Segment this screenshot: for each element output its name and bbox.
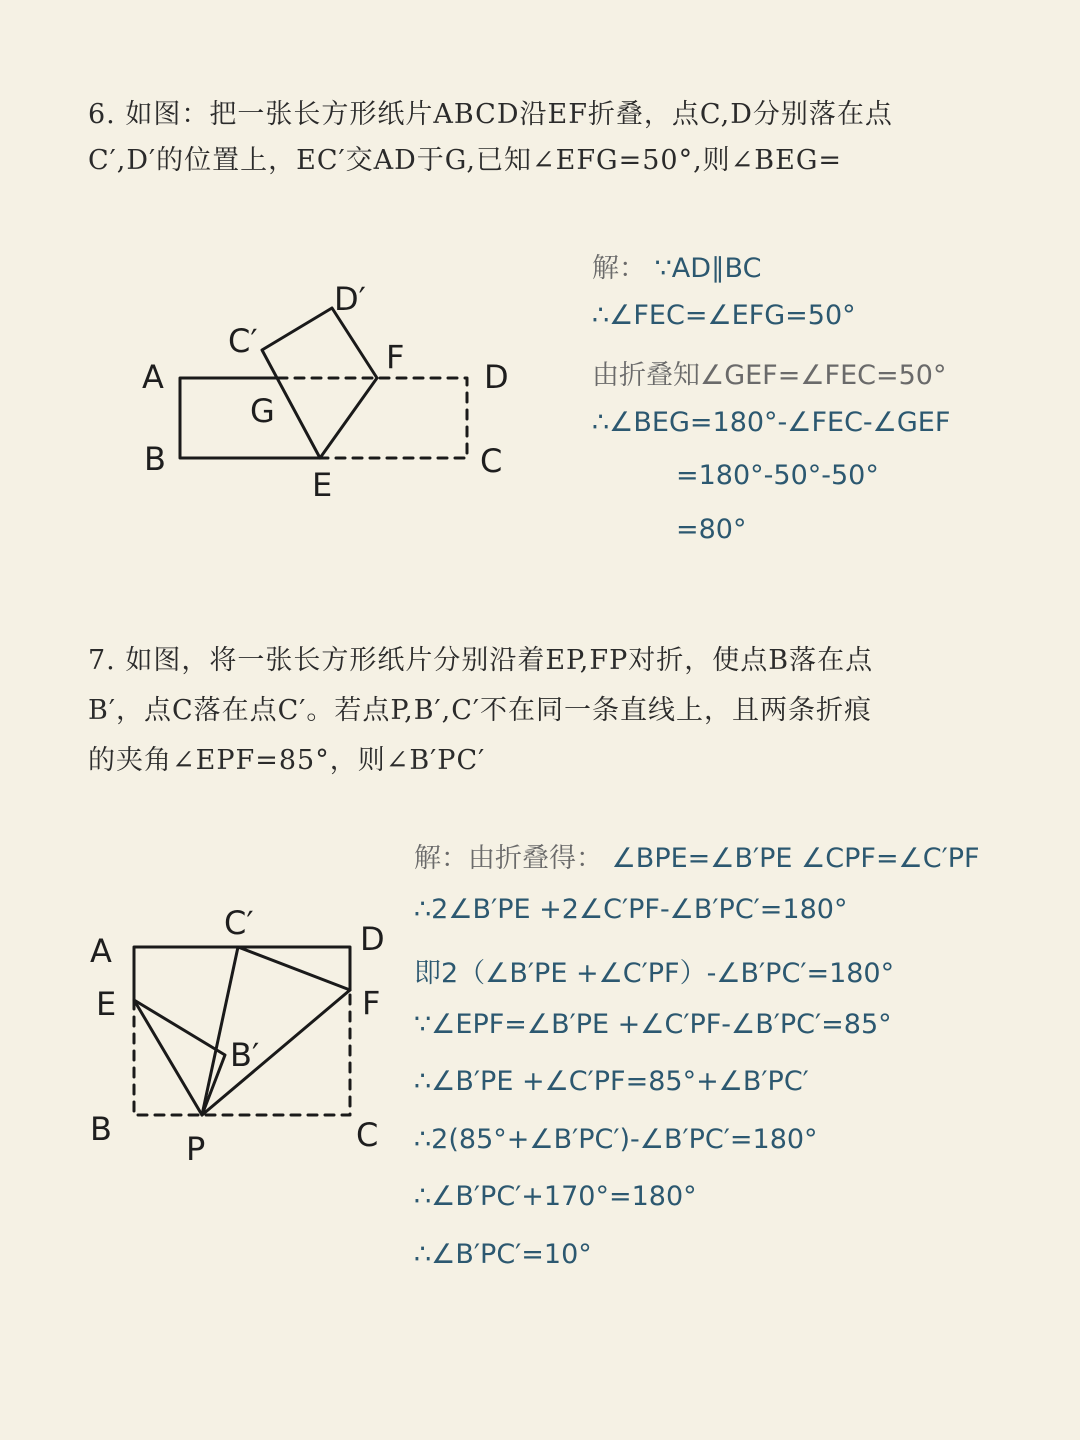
sol6-line-1: ∵AD∥BC	[654, 253, 762, 284]
problem-7-line-1: 7. 如图，将一张长方形纸片分别沿着EP,FP对折，使点B落在点	[88, 645, 874, 676]
fig6-label-F: F	[386, 338, 405, 376]
problem-6-line-1: 6. 如图：把一张长方形纸片ABCD沿EF折叠，点C,D分别落在点	[88, 99, 893, 130]
sol7-line-6: ∴2(85°+∠B′PC′)-∠B′PC′=180°	[414, 1124, 818, 1155]
fig7-folded-B	[134, 1000, 225, 1115]
fig6-label-B: B	[144, 440, 166, 478]
figure-6-diagram	[130, 270, 530, 510]
fig7-label-C-prime: C′	[224, 904, 254, 942]
sol6-prefix: 解：	[592, 253, 646, 284]
fig7-label-B: B	[90, 1110, 112, 1148]
sol7-prefix: 解：由折叠得：	[414, 843, 603, 874]
sol6-line-6: =80°	[676, 514, 747, 545]
sol7-line-3: 即2（∠B′PE +∠C′PF）-∠B′PC′=180°	[414, 958, 895, 989]
fig7-label-P: P	[186, 1130, 206, 1168]
sol7-line-5: ∴∠B′PE +∠C′PF=85°+∠B′PC′	[414, 1066, 809, 1097]
fig6-folded-quad	[262, 308, 377, 458]
fig6-label-E: E	[312, 466, 333, 504]
fig7-label-C: C	[356, 1116, 379, 1154]
problem-7-text	[88, 636, 998, 786]
sol7-line-4: ∵∠EPF=∠B′PE +∠C′PF-∠B′PC′=85°	[414, 1009, 892, 1040]
problem-6-line-2: C′,D′的位置上，EC′交AD于G,已知∠EFG=50°,则∠BEG=	[88, 145, 843, 176]
sol7-line-7: ∴∠B′PC′+170°=180°	[414, 1181, 697, 1212]
fig6-label-D-prime: D′	[334, 280, 366, 318]
fig7-label-A: A	[90, 932, 112, 970]
sol6-line-2: ∴∠FEC=∠EFG=50°	[592, 300, 856, 331]
fig7-label-F: F	[362, 984, 381, 1022]
sol6-line-5: =180°-50°-50°	[676, 460, 879, 491]
sol7-line-2: ∴2∠B′PE +2∠C′PF-∠B′PC′=180°	[414, 894, 848, 925]
figure-7-diagram	[80, 890, 410, 1180]
fig7-top-edge	[134, 947, 350, 1000]
sol6-line-3: 由折叠知∠GEF=∠FEC=50°	[592, 360, 947, 391]
fig6-label-C: C	[480, 442, 503, 480]
fig6-label-C-prime: C′	[228, 322, 258, 360]
problem-6-text	[88, 92, 998, 184]
fig6-label-G: G	[250, 392, 275, 430]
fig6-dashed-original	[278, 378, 467, 458]
fig7-crease-EP	[134, 1000, 202, 1115]
fig6-label-D: D	[484, 358, 509, 396]
fig7-label-D: D	[360, 920, 385, 958]
problem-7-line-3: 的夹角∠EPF=85°，则∠B′PC′	[88, 745, 486, 776]
sol7-line-1: ∠BPE=∠B′PE ∠CPF=∠C′PF	[611, 843, 980, 874]
sol7-line-8: ∴∠B′PC′=10°	[414, 1239, 592, 1270]
fig7-label-E: E	[96, 985, 117, 1023]
fig7-label-B-prime: B′	[230, 1036, 260, 1074]
fig7-folded-C	[202, 947, 350, 1115]
problem-7-line-2: B′，点C落在点C′。若点P,B′,C′不在同一条直线上，且两条折痕	[88, 695, 873, 726]
sol6-line-4: ∴∠BEG=180°-∠FEC-∠GEF	[592, 407, 951, 438]
fig6-label-A: A	[142, 358, 164, 396]
